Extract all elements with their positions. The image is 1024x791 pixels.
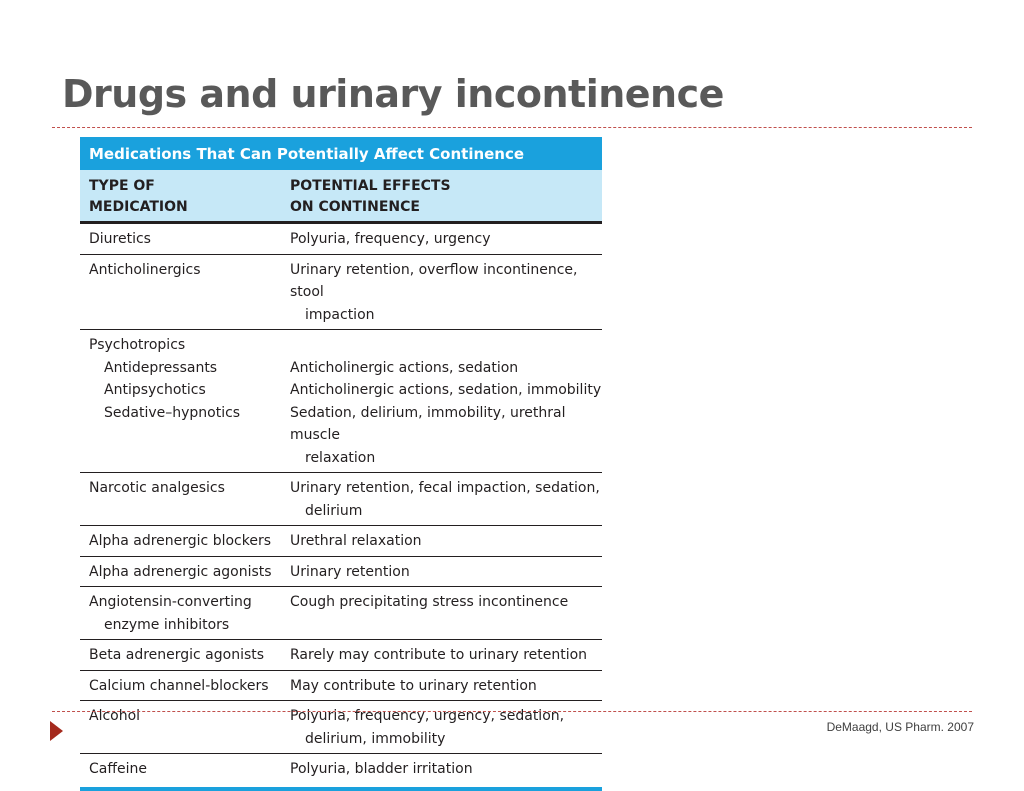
table-row [80,223,602,255]
table-header-row [80,170,602,223]
medication-subtype: Sedative–hypnotics [104,404,241,421]
effect-line-continued: delirium [305,502,363,519]
medication-type [80,330,281,473]
medications-table-container [80,137,602,791]
medication-effect [281,701,602,754]
medication-group: Psychotropics [89,337,186,353]
slide-title: Drugs and urinary incontinence [62,72,724,116]
medication-type: Narcotic analgesics [80,473,281,526]
medication-subtype: Antidepressants [104,359,218,376]
type-line-continued: enzyme inhibitors [104,616,230,633]
header-col1-line1: TYPE OF [89,178,155,194]
citation: DeMaagd, US Pharm. 2007 [826,720,974,734]
table-row [80,526,602,557]
effect-line-continued: delirium, immobility [305,730,446,747]
play-arrow-icon [50,721,63,741]
table-row [80,587,602,640]
medications-table [80,137,602,784]
table-row [80,701,602,754]
table-row [80,670,602,701]
title-divider [52,127,972,128]
effect-line: Anticholinergic actions, sedation [290,359,519,376]
table-row [80,473,602,526]
medication-type: Beta adrenergic agonists [80,640,281,671]
medication-type: Anticholinergics [80,254,281,330]
table-row [80,754,602,784]
type-line: Angiotensin-converting [89,594,252,610]
medication-effect: Cough precipitating stress incontinence [281,587,602,640]
medication-effect: Polyuria, bladder irritation [290,761,473,777]
header-type-of-medication [80,170,281,223]
table-row [80,556,602,587]
medication-effect: Urethral relaxation [281,526,602,557]
medication-type: Alcohol [80,701,281,754]
table-row [80,330,602,473]
effect-line-continued: impaction [305,306,375,323]
table-row [80,640,602,671]
medication-effect [281,330,602,473]
header-potential-effects [281,170,602,223]
medication-effect: May contribute to urinary retention [281,670,602,701]
effect-line: Polyuria, frequency, urgency, sedation, [290,708,565,724]
medication-type: Caffeine [89,761,147,777]
effect-line: Sedation, delirium, immobility, urethral muscle [290,404,566,443]
header-col2-line1: POTENTIAL EFFECTS [290,178,451,194]
medication-effect [281,473,602,526]
table-bottom-rule [80,787,602,791]
table-row [80,254,602,330]
medication-type: Alpha adrenergic agonists [80,556,281,587]
medication-effect: Rarely may contribute to urinary retention [281,640,602,671]
medication-type: Calcium channel-blockers [80,670,281,701]
table-caption-row [80,137,602,170]
effect-spacer [290,334,602,357]
medication-type: Diuretics [80,223,281,255]
medication-effect: Urinary retention [281,556,602,587]
header-col1-line2: MEDICATION [89,199,188,215]
medication-type [80,587,281,640]
header-col2-line2: ON CONTINENCE [290,199,420,215]
medication-type: Alpha adrenergic blockers [80,526,281,557]
effect-line-continued: relaxation [305,449,376,466]
table-caption: Medications That Can Potentially Affect Continence [80,137,602,170]
effect-line: Anticholinergic actions, sedation, immobility [290,382,602,398]
medication-effect: Polyuria, frequency, urgency [281,223,602,255]
effect-line: Urinary retention, fecal impaction, sedation, [290,480,600,496]
medication-subtype: Antipsychotics [104,382,206,398]
footer-divider [52,711,972,712]
effect-line: Urinary retention, overflow incontinence, stool [290,261,578,300]
medication-effect [281,254,602,330]
